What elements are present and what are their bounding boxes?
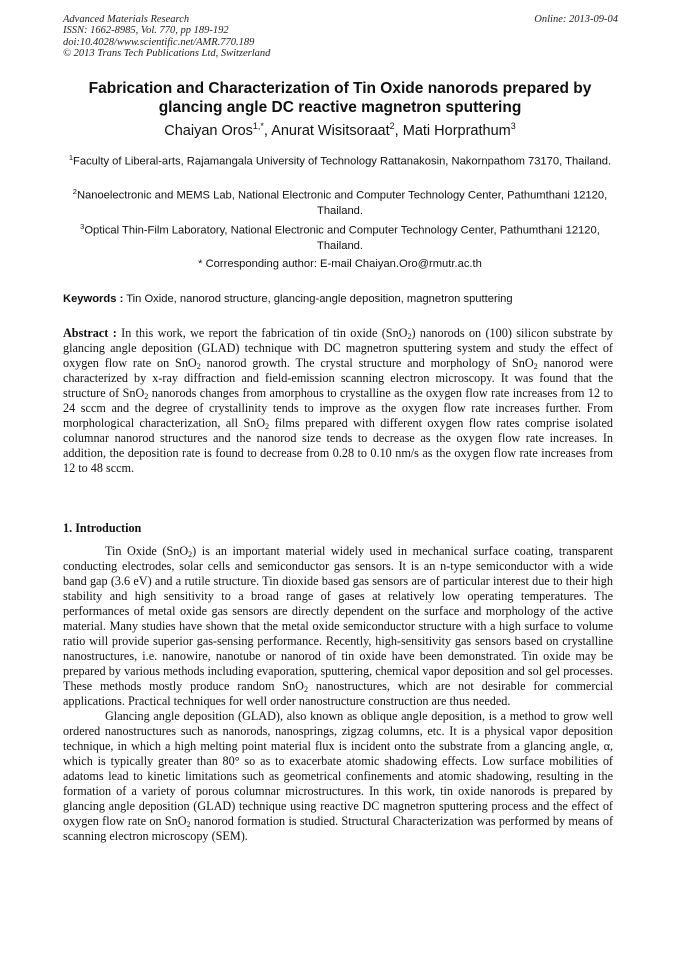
subscript: 2 <box>303 685 308 694</box>
journal-issn: ISSN: 1662-8985, Vol. 770, pp 189-192 <box>63 25 229 37</box>
affiliation-text: Faculty of Liberal-arts, Rajamangala University of Technology Rattanakosin, Nakornpathom 73170, Thailand. <box>73 155 612 168</box>
subscript: 2 <box>188 550 193 559</box>
keywords-text: Tin Oxide, nanorod structure, glancing-angle deposition, magnetron sputtering <box>126 293 513 305</box>
keywords <box>63 293 618 305</box>
author-separator: , <box>394 122 403 139</box>
section-heading: 1. Introduction <box>63 521 142 535</box>
corresponding-author: * Corresponding author: E-mail Chaiyan.Oro@rmutr.ac.th <box>198 258 482 270</box>
affiliation-1 <box>60 150 620 170</box>
author-name: Mati Horprathum <box>402 122 511 139</box>
affiliation-mark: 2 <box>72 187 77 196</box>
journal-doi: doi:10.4028/www.scientific.net/AMR.770.189 <box>63 36 255 48</box>
affiliation-text: Nanoelectronic and MEMS Lab, National Electronic and Computer Technology Center, Pathumthani 12120, Thailand. <box>76 189 608 217</box>
affiliation-mark: 3 <box>80 222 85 231</box>
affiliation-text: Optical Thin-Film Laboratory, National Electronic and Computer Technology Center, Pathumthani 12120, Thailand. <box>84 224 600 252</box>
affiliation-3 <box>60 219 620 254</box>
subscript: 2 <box>144 392 149 401</box>
journal-copyright: © 2013 Trans Tech Publications Ltd, Switzerland <box>63 48 271 60</box>
abstract <box>63 326 613 476</box>
author-affiliation-mark: 2 <box>389 121 395 131</box>
paper-title: Fabrication and Characterization of Tin Oxide nanorods prepared by glancing angle DC reactive magnetron sputtering <box>88 80 592 116</box>
subscript: 2 <box>186 820 191 829</box>
subscript: 2 <box>533 362 538 371</box>
subscript: 2 <box>265 422 270 431</box>
affiliation-2 <box>60 184 620 219</box>
journal-name: Advanced Materials Research <box>63 14 190 25</box>
abstract-body: In this work, we report the fabrication of tin oxide (SnO$_2$) nanorods on (100) silicon substrate by glancing angle deposition (GLAD) technique with DC magnetron sputtering system and study the effect of oxygen flow rate on SnO$_2$ nanorod growth. The crystal structure and morphology of SnO$_2$ nanorod were characterized by x-ray diffraction and field-emission scanning electron microscopy. It was found that the structure of SnO$_2$ nanorods changes from amorphous to crystalline as the oxygen flow rate increases from 12 to 24 sccm and the degree of crystallinity tends to improve as the oxygen flow rate increases further. From morphological characterization, all SnO$_2$ films prepared with different oxygen flow rates comprise isolated columnar nanorod structures and the nanorod size tends to decrease as the oxygen flow rate increases. In addition, the deposition rate is found to decrease from 0.28 to 0.10 nm/s as the oxygen flow rate increases from 12 to 48 sccm. <box>63 326 614 475</box>
paragraph: Tin Oxide (SnO$_2$) is an important material widely used in mechanical surface coating, transparent conducting electrodes, solar cells and semiconductor gas sensors. It is an n-type semiconductor with a wide band gap (3.6 eV) and a rutile structure. Tin dioxide based gas sensors are of particular interest due to their high stability and high sensitivity to a broad range of gases at relatively low operating temperatures. The performances of metal oxide gas sensors are directly dependent on the surface and morphology of the active material. Many studies have shown that the metal oxide semiconductor structure with a high surface to volume ratio will provide superior gas-sensing performance. Recently, high-sensitivity gas sensors based on crystalline nanostructures, i.e. nanowire, nanotube or nanorod of tin oxide have been demonstrated. Tin oxide may be prepared by various methods including evaporation, sputtering, chemical vapor deposition and sol gel processes. These methods mostly produce random SnO$_2$ nanostructures, which are not desirable for commercial applications. Practical techniques for well order nanostructure construction are thus needed. <box>63 544 613 708</box>
keywords-label: Keywords : <box>63 293 124 305</box>
author-name: Anurat Wisitsoraat <box>271 122 390 139</box>
subscript: 2 <box>407 332 412 341</box>
affiliation-mark: 1 <box>68 153 74 162</box>
abstract-label: Abstract : <box>63 326 117 340</box>
author-name: Chaiyan Oros <box>164 122 253 139</box>
author-affiliation-mark: 1,* <box>252 121 264 131</box>
online-date: Online: 2013-09-04 <box>534 14 618 25</box>
author-affiliation-mark: 3 <box>510 121 516 131</box>
subscript: 2 <box>196 362 201 371</box>
journal-header <box>63 14 618 60</box>
paragraph: Glancing angle deposition (GLAD), also known as oblique angle deposition, is a method to grow well ordered nanostructures such as nanorods, nanosprings, zigzag columns, etc. It is a physical vapor deposition technique, in which a high melting point material flux is incident onto the substrate from a glancing angle, α, which is typically greater than 80° so as to exacerbate atomic shadowing effects. Low surface mobilities of adatoms lead to kinetic limitations such as geometrical confinements and atomic shadowing, resulting in the formation of a variety of porous columnar microstructures. In this work, tin oxide nanorods is prepared by glancing angle deposition (GLAD) technique using reactive DC magnetron sputtering process and the effect of oxygen flow rate on SnO$_2$ nanorod formation is studied. Structural Characterization was performed by means of scanning electron microscopy (SEM). <box>63 709 613 843</box>
author-separator: , <box>263 122 272 139</box>
introduction-body <box>63 544 613 844</box>
author-list <box>70 121 610 139</box>
